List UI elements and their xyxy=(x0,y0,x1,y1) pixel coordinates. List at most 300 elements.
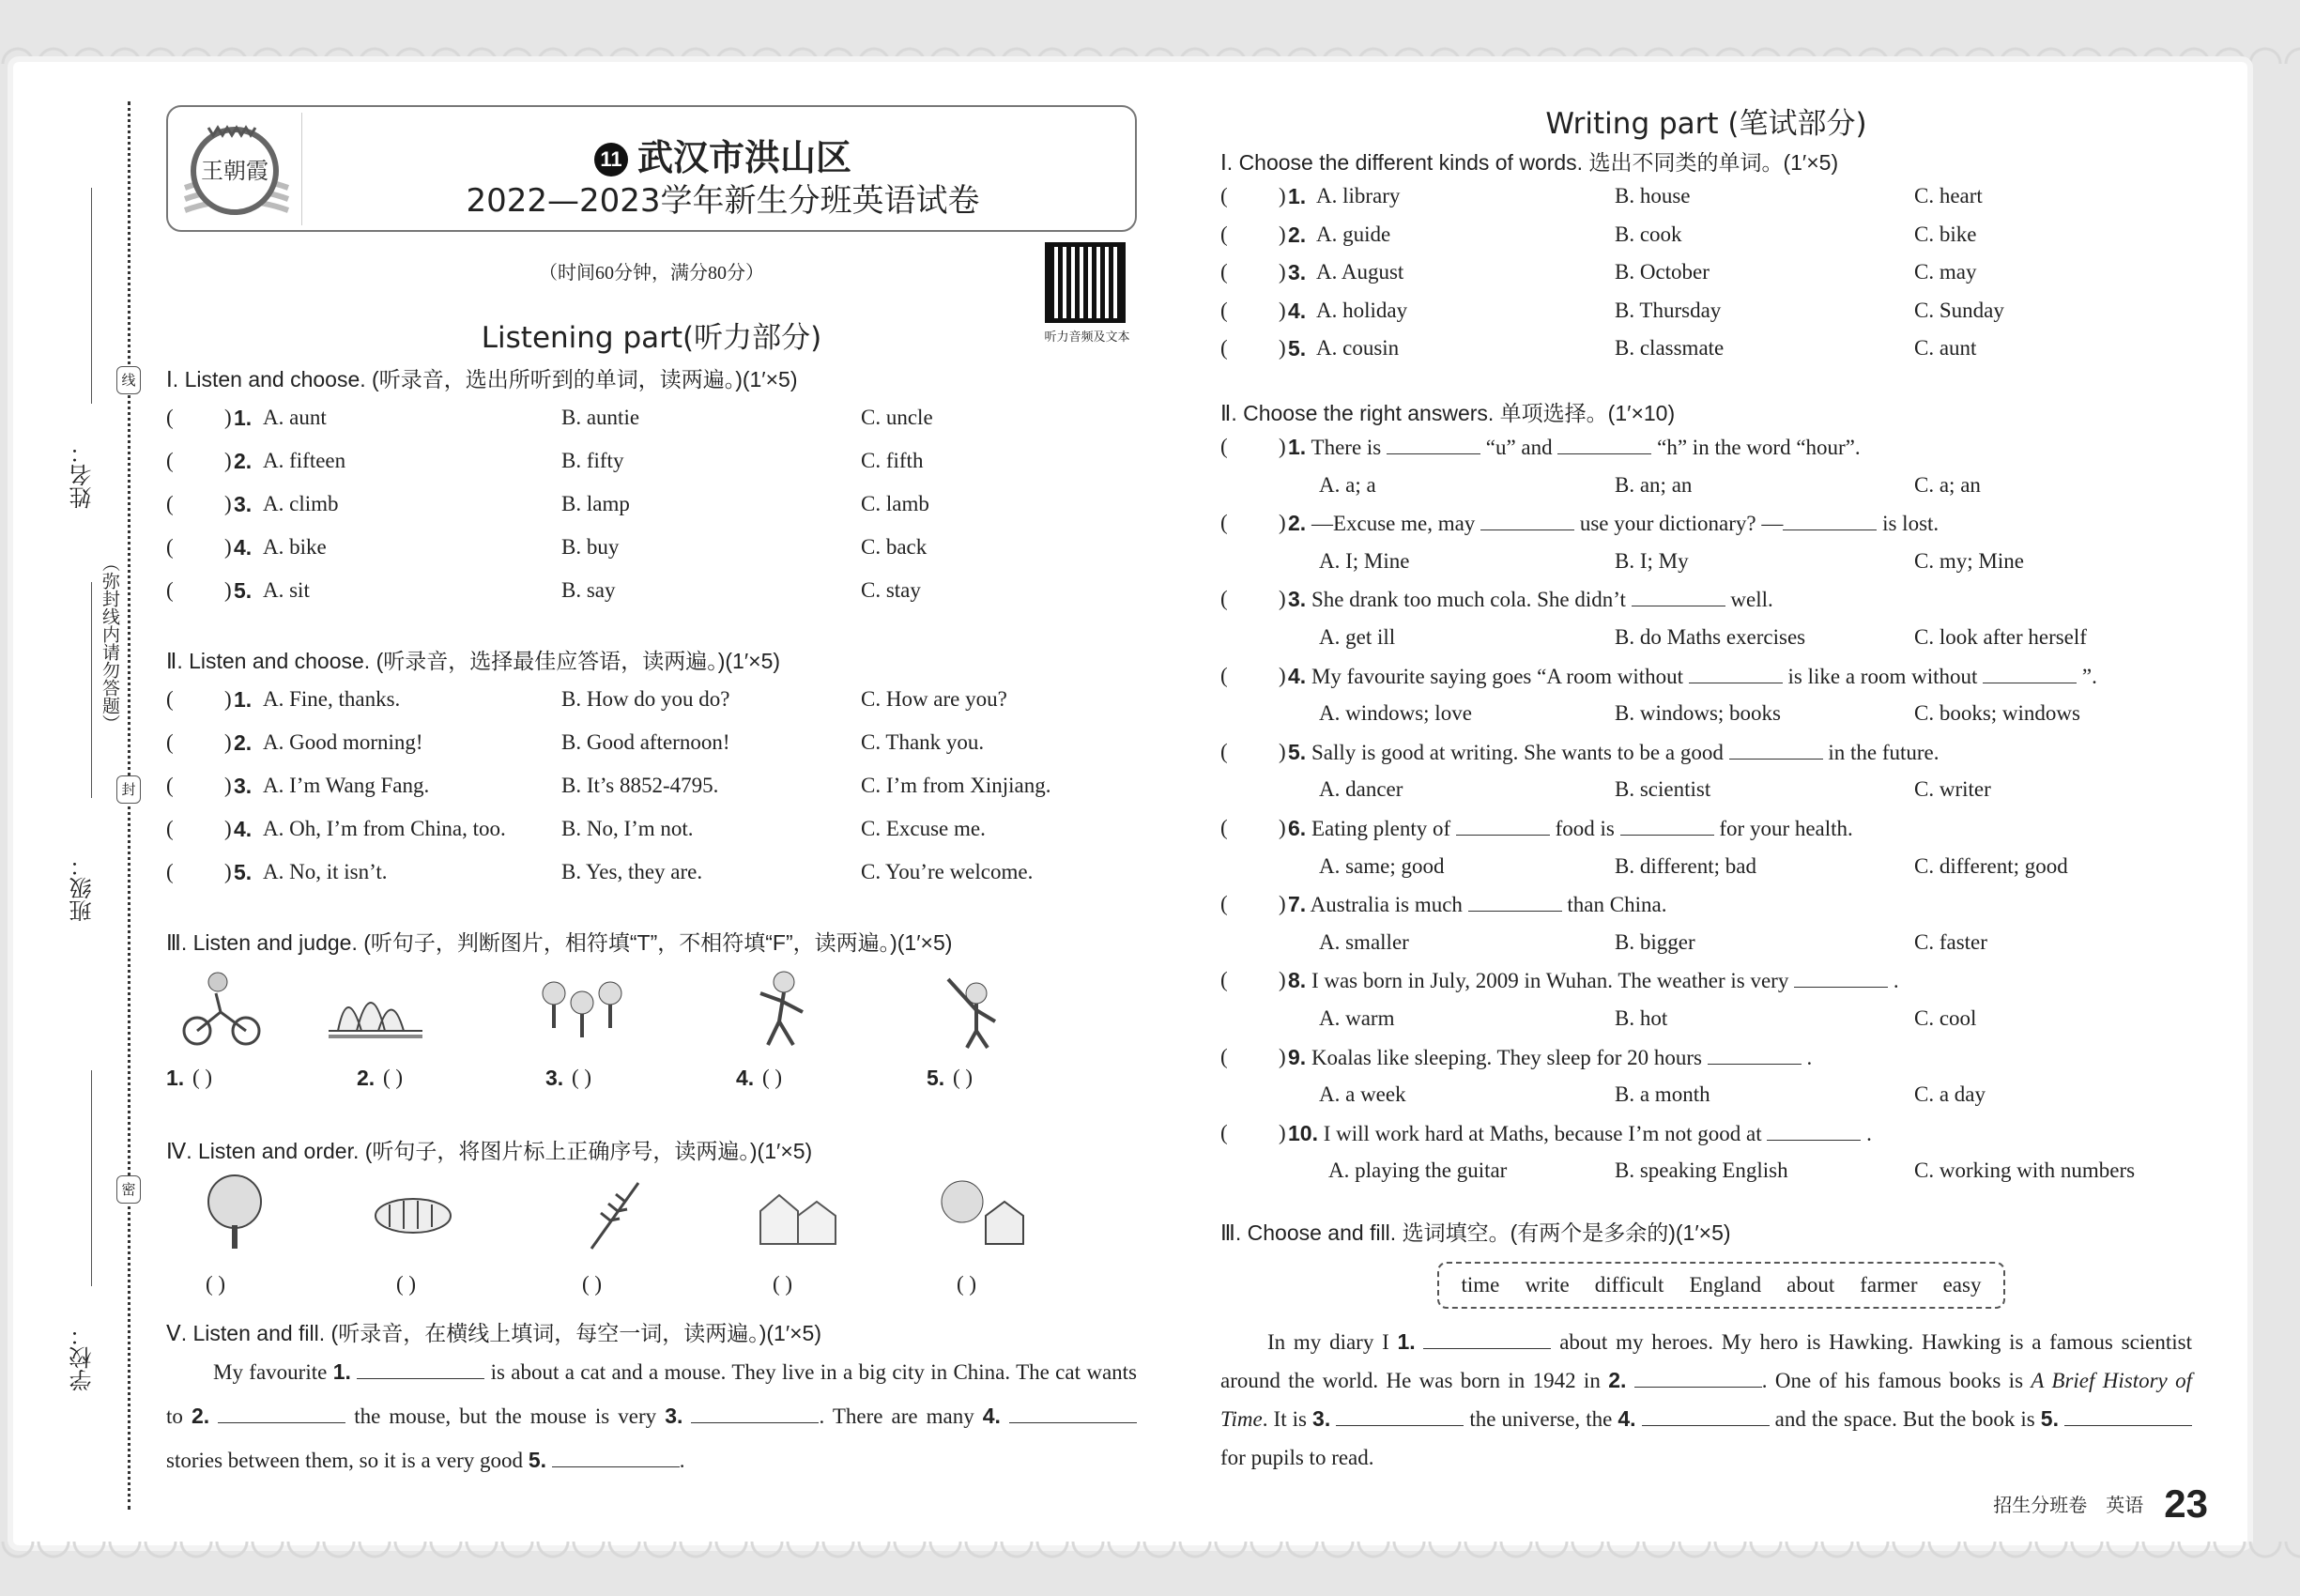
option-b: B. auntie xyxy=(561,406,640,429)
answer-paren-open[interactable]: ( xyxy=(166,687,174,711)
option-c: C. uncle xyxy=(861,406,933,429)
stem-text: . xyxy=(1806,1045,1813,1069)
name-line[interactable] xyxy=(91,188,92,404)
school-line[interactable] xyxy=(91,1070,92,1286)
stem-text: is like a room without xyxy=(1787,664,1984,688)
question-number: 5. xyxy=(234,860,253,884)
option-a: A. No, it isn’t. xyxy=(263,860,388,883)
option-c: C. heart xyxy=(1914,184,1983,207)
fill-blank xyxy=(1708,1046,1802,1065)
question-stem xyxy=(1288,740,1939,765)
answer-paren-open[interactable]: ( xyxy=(1220,435,1228,458)
question-stem xyxy=(1288,1121,1872,1146)
option-c: C. cool xyxy=(1914,1006,1977,1030)
option-b: B. How do you do? xyxy=(561,687,730,711)
option-c: C. back xyxy=(861,535,928,559)
wheat-picture xyxy=(563,1169,667,1253)
picture-number: 2. xyxy=(357,1066,376,1090)
fill-blank xyxy=(1689,665,1783,683)
option-a: A. holiday xyxy=(1316,298,1408,322)
answer-paren-open[interactable]: ( xyxy=(1220,336,1228,361)
question-number: 2. xyxy=(234,449,253,473)
fill-blank xyxy=(1767,1122,1861,1141)
seal-line xyxy=(128,101,130,1510)
stem-text: “h” in the word “hour”. xyxy=(1657,436,1861,459)
option-a: A. playing the guitar xyxy=(1328,1159,1508,1183)
question-row xyxy=(166,535,1142,563)
school-label: 学校： xyxy=(69,1324,96,1391)
picture-number: 3. xyxy=(545,1066,564,1090)
stem-text: Australia is much xyxy=(1310,893,1468,917)
option-a: A. a week xyxy=(1319,1082,1406,1107)
option-a: A. Oh, I’m from China, too. xyxy=(263,817,506,840)
passage-text: is about a cat and a mouse. They live in a big city in China. The cat wants to xyxy=(166,1360,1138,1428)
question-number: 2. xyxy=(1288,222,1307,247)
answer-paren-open[interactable]: ( xyxy=(166,730,174,754)
blank-number: 1. xyxy=(1397,1329,1416,1354)
word-bank-item: easy xyxy=(1942,1273,1982,1297)
question-stem xyxy=(1288,816,1853,841)
fill-blank[interactable] xyxy=(218,1404,345,1423)
answer-paren-close: ) xyxy=(1279,663,1286,687)
order-answer-parens[interactable]: ( ) xyxy=(206,1272,226,1296)
seal-mark-mid: 封 xyxy=(116,775,141,804)
option-b: B. It’s 8852-4795. xyxy=(561,774,719,797)
answer-paren-close: ) xyxy=(224,492,232,515)
option-b: B. cook xyxy=(1615,222,1682,246)
answer-paren-close: ) xyxy=(224,578,232,602)
answer-parens[interactable]: ( ) xyxy=(572,1066,592,1089)
stem-text: I will work hard at Maths, because I’m not good at xyxy=(1323,1121,1768,1145)
order-answer-parens[interactable]: ( ) xyxy=(396,1272,417,1296)
order-answer-parens[interactable]: ( ) xyxy=(957,1272,977,1296)
passage-text: about my heroes. My hero is Hawking. Hawking is a famous scientist around the world. He was born in 1942 in xyxy=(1220,1330,2193,1392)
question-number: 9. xyxy=(1288,1044,1307,1069)
answer-paren-open[interactable]: ( xyxy=(1220,1044,1228,1068)
word-bank-item: England xyxy=(1689,1273,1762,1297)
fill-blank xyxy=(1480,512,1574,530)
answer-paren-close: ) xyxy=(224,535,232,559)
answer-paren-open[interactable]: ( xyxy=(166,535,174,559)
option-c: C. a; an xyxy=(1914,472,1981,497)
word-bank-item: write xyxy=(1525,1273,1570,1297)
publisher-logo xyxy=(180,113,302,225)
passage-text: the universe, the xyxy=(1464,1407,1618,1431)
option-c: C. Sunday xyxy=(1914,298,2004,322)
writing-title: Writing part (笔试部分) xyxy=(1545,107,1867,141)
answer-paren-close: ) xyxy=(1279,816,1286,839)
person-waving-picture xyxy=(920,965,1023,1050)
option-b: B. bigger xyxy=(1615,929,1695,954)
question-row xyxy=(1220,223,2197,251)
option-b: B. No, I’m not. xyxy=(561,817,694,840)
question-number: 4. xyxy=(1288,298,1307,323)
boy-on-bicycle-picture xyxy=(169,965,272,1050)
question-row xyxy=(166,687,1142,715)
writing-s2-heading: Ⅱ. Choose the right answers. 单项选择。(1′×10) xyxy=(1220,401,1676,425)
answer-paren-close: ) xyxy=(224,730,232,754)
option-a: A. windows; love xyxy=(1319,701,1472,726)
fill-blank xyxy=(1387,436,1480,454)
fill-blank xyxy=(1468,893,1562,912)
option-a: A. Fine, thanks. xyxy=(263,687,401,711)
stem-text: Koalas like sleeping. They sleep for 20 hours xyxy=(1311,1045,1708,1069)
answer-paren-open[interactable]: ( xyxy=(1220,892,1228,916)
passage-text: . xyxy=(679,1449,685,1472)
answer-paren-close: ) xyxy=(1279,222,1286,246)
paper-edge-bottom xyxy=(0,1542,2300,1562)
fill-blank[interactable] xyxy=(1642,1407,1770,1426)
answer-paren-close: ) xyxy=(1279,587,1286,611)
question-number: 2. xyxy=(234,730,253,755)
page-number: 23 xyxy=(2164,1481,2208,1526)
option-a: A. cousin xyxy=(1316,336,1400,361)
picture-number: 4. xyxy=(736,1066,755,1090)
fill-blank[interactable] xyxy=(552,1449,680,1467)
answer-parens[interactable]: ( ) xyxy=(192,1066,213,1089)
fill-blank xyxy=(1557,436,1651,454)
listening-s5-passage xyxy=(166,1350,1137,1482)
exam-number-badge: 11 xyxy=(594,143,628,176)
option-c: C. Excuse me. xyxy=(861,817,986,840)
question-number: 5. xyxy=(234,578,253,603)
question-stem xyxy=(1288,587,1773,612)
question-number: 7. xyxy=(1288,892,1307,917)
blank-number: 3. xyxy=(1312,1406,1331,1431)
passage-text: for pupils to read. xyxy=(1220,1446,1374,1469)
answer-paren-open[interactable]: ( xyxy=(1220,968,1228,992)
option-a: A. get ill xyxy=(1319,625,1396,649)
option-b: B. do Maths exercises xyxy=(1615,625,1806,649)
option-b: B. Thursday xyxy=(1615,298,1722,322)
question-row xyxy=(1220,260,2197,288)
question-row xyxy=(166,449,1142,477)
sydney-opera-house-picture xyxy=(324,965,427,1050)
answer-paren-open[interactable]: ( xyxy=(1220,739,1228,763)
stem-text: ”. xyxy=(2081,664,2097,688)
question-row xyxy=(166,406,1142,434)
option-c: C. aunt xyxy=(1914,336,1977,361)
farm-scene-picture xyxy=(929,1169,1033,1253)
question-row xyxy=(1220,184,2197,212)
question-row xyxy=(166,730,1142,759)
question-number: 2. xyxy=(1288,511,1307,536)
answer-paren-open[interactable]: ( xyxy=(166,578,174,602)
fill-blank[interactable] xyxy=(357,1360,484,1379)
answer-paren-open[interactable]: ( xyxy=(1220,260,1228,284)
answer-paren-close: ) xyxy=(1279,1120,1286,1144)
question-number: 5. xyxy=(1288,336,1307,361)
option-c: C. You’re welcome. xyxy=(861,860,1034,883)
listening-s4-heading: Ⅳ. Listen and order. (听句子，将图片标上正确序号，读两遍。)(1′×5) xyxy=(166,1139,813,1163)
option-b: B. hot xyxy=(1615,1006,1668,1030)
option-c: C. lamb xyxy=(861,492,929,515)
answer-paren-open[interactable]: ( xyxy=(166,817,174,840)
stem-text: There is xyxy=(1311,436,1387,459)
writing-s3-passage xyxy=(1220,1323,2192,1477)
question-number: 6. xyxy=(1288,816,1307,840)
stem-text: I was born in July, 2009 in Wuhan. The weather is very xyxy=(1311,969,1795,993)
option-a: A. same; good xyxy=(1319,853,1445,878)
passage-text: My favourite xyxy=(213,1360,333,1384)
word-bank-item: about xyxy=(1786,1273,1835,1297)
option-b: B. different; bad xyxy=(1615,853,1756,878)
answer-parens[interactable]: ( ) xyxy=(762,1066,783,1089)
option-b: B. buy xyxy=(561,535,620,559)
option-b: B. lamp xyxy=(561,492,630,515)
option-c: C. may xyxy=(1914,260,1977,284)
stem-text: “u” and xyxy=(1485,436,1558,459)
question-row xyxy=(1220,336,2197,364)
fill-blank[interactable] xyxy=(1336,1407,1464,1426)
question-number: 3. xyxy=(1288,260,1307,285)
listening-s5-heading: Ⅴ. Listen and fill. (听录音，在横线上填词，每空一词，读两遍。)(1′×5) xyxy=(166,1321,822,1345)
answer-paren-close: ) xyxy=(1279,739,1286,763)
option-a: A. warm xyxy=(1319,1006,1395,1030)
option-b: B. fifty xyxy=(561,449,624,472)
person-walking-picture xyxy=(732,965,836,1050)
answer-paren-open[interactable]: ( xyxy=(166,860,174,883)
option-c: C. Thank you. xyxy=(861,730,985,754)
answer-paren-close: ) xyxy=(1279,336,1286,361)
question-stem xyxy=(1288,968,1899,993)
option-b: B. Good afternoon! xyxy=(561,730,730,754)
answer-paren-close: ) xyxy=(1279,511,1286,535)
option-c: C. a day xyxy=(1914,1082,1986,1107)
question-number: 4. xyxy=(234,535,253,560)
option-c: C. look after herself xyxy=(1914,625,2087,649)
option-a: A. climb xyxy=(263,492,339,515)
question-number: 10. xyxy=(1288,1120,1318,1145)
village-houses-picture xyxy=(746,1169,850,1253)
option-c: C. bike xyxy=(1914,222,1977,246)
option-c: C. writer xyxy=(1914,777,1991,802)
question-number: 8. xyxy=(1288,968,1307,993)
option-a: A. dancer xyxy=(1319,777,1403,802)
stem-text: She drank too much cola. She didn’t xyxy=(1311,588,1632,612)
option-b: B. I; My xyxy=(1615,548,1689,573)
order-answer-parens[interactable]: ( ) xyxy=(582,1272,603,1296)
option-c: C. stay xyxy=(861,578,921,602)
option-b: B. house xyxy=(1615,184,1691,207)
question-row xyxy=(166,492,1142,520)
stem-text: in the future. xyxy=(1828,740,1940,764)
stem-text: My favourite saying goes “A room without xyxy=(1311,664,1689,688)
answer-paren-close: ) xyxy=(224,860,232,883)
answer-paren-open[interactable]: ( xyxy=(1220,816,1228,839)
question-row xyxy=(1220,299,2197,327)
blank-number: 3. xyxy=(665,1404,683,1428)
answer-paren-open[interactable]: ( xyxy=(1220,1120,1228,1144)
question-number: 3. xyxy=(1288,587,1307,612)
option-b: B. say xyxy=(561,578,616,602)
option-a: A. I’m Wang Fang. xyxy=(263,774,430,797)
answer-paren-close: ) xyxy=(224,406,232,429)
answer-paren-open[interactable]: ( xyxy=(166,774,174,797)
blank-number: 5. xyxy=(2040,1406,2059,1431)
answer-paren-open[interactable]: ( xyxy=(1220,184,1228,207)
name-label: 姓名： xyxy=(69,441,96,509)
answer-paren-close: ) xyxy=(224,449,232,472)
exam-time-score: （时间60分钟，满分80分） xyxy=(539,263,764,284)
answer-paren-open[interactable]: ( xyxy=(1220,298,1228,322)
answer-paren-close: ) xyxy=(1279,1044,1286,1068)
option-b: B. windows; books xyxy=(1615,701,1781,726)
option-c: C. faster xyxy=(1914,929,1987,954)
class-label: 班级： xyxy=(69,854,96,922)
fill-blank[interactable] xyxy=(1634,1369,1762,1388)
passage-text: . One of his famous books is xyxy=(1761,1369,2032,1392)
question-number: 5. xyxy=(1288,739,1307,764)
passage-text: . There are many xyxy=(819,1404,983,1428)
picture-number: 1. xyxy=(166,1066,185,1090)
fill-blank[interactable] xyxy=(1009,1404,1137,1423)
stem-text: . xyxy=(1866,1121,1872,1145)
fill-blank xyxy=(1620,817,1714,836)
option-a: A. smaller xyxy=(1319,929,1409,954)
blank-number: 2. xyxy=(1608,1368,1627,1392)
stem-text: Eating plenty of xyxy=(1311,817,1456,840)
question-row xyxy=(166,860,1142,888)
question-stem xyxy=(1288,664,2097,689)
fill-blank xyxy=(1632,588,1725,606)
blank-number: 2. xyxy=(191,1404,210,1428)
question-row xyxy=(166,774,1142,802)
fill-blank[interactable] xyxy=(2064,1407,2192,1426)
stem-text: —Excuse me, may xyxy=(1311,512,1481,536)
fill-blank xyxy=(1456,817,1550,836)
answer-paren-close: ) xyxy=(224,687,232,711)
word-bank-item: difficult xyxy=(1594,1273,1664,1297)
footer-label: 招生分班卷 英语 xyxy=(1993,1496,2144,1516)
question-stem xyxy=(1288,511,1939,536)
option-a: A. fifteen xyxy=(263,449,346,472)
district-text: 武汉市洪山区 xyxy=(636,137,851,178)
blank-number: 5. xyxy=(528,1448,546,1472)
passage-text: the mouse, but the mouse is very xyxy=(345,1404,666,1428)
option-b: B. Yes, they are. xyxy=(561,860,703,883)
option-b: B. October xyxy=(1615,260,1710,284)
word-bank-item: farmer xyxy=(1860,1273,1918,1297)
option-a: A. a; a xyxy=(1319,472,1376,497)
option-a: A. bike xyxy=(263,535,327,559)
answer-paren-open[interactable]: ( xyxy=(166,492,174,515)
stem-text: is lost. xyxy=(1882,512,1940,536)
stem-text: use your dictionary? — xyxy=(1579,512,1784,536)
option-c: C. How are you? xyxy=(861,687,1007,711)
order-answer-parens[interactable]: ( ) xyxy=(773,1272,793,1296)
passage-text: and the space. But the book is xyxy=(1769,1407,2041,1431)
fill-blank xyxy=(1729,741,1823,760)
option-c: C. I’m from Xinjiang. xyxy=(861,774,1051,797)
fill-blank[interactable] xyxy=(1423,1330,1551,1349)
stem-text: food is xyxy=(1555,817,1620,840)
word-bank xyxy=(1437,1262,2005,1309)
blank-number: 4. xyxy=(1618,1406,1636,1431)
answer-paren-open[interactable]: ( xyxy=(1220,663,1228,687)
passage-text: . It is xyxy=(1262,1407,1313,1431)
question-number: 4. xyxy=(1288,663,1307,688)
question-row xyxy=(166,578,1142,606)
option-b: B. a month xyxy=(1615,1082,1710,1107)
passage-text: In my diary I xyxy=(1267,1330,1398,1354)
option-b: B. an; an xyxy=(1615,472,1693,497)
option-b: B. scientist xyxy=(1615,777,1711,802)
answer-paren-open[interactable]: ( xyxy=(1220,222,1228,246)
fill-blank xyxy=(1783,512,1877,530)
answer-parens[interactable]: ( ) xyxy=(953,1066,974,1089)
question-stem xyxy=(1288,1045,1812,1070)
question-number: 1. xyxy=(234,687,253,712)
qr-caption: 听力音频及文本 xyxy=(1044,330,1130,344)
writing-s1-heading: Ⅰ. Choose the different kinds of words. 选出不同类的单词。(1′×5) xyxy=(1220,150,1839,175)
option-a: A. Good morning! xyxy=(263,730,423,754)
question-stem xyxy=(1288,892,1666,917)
blank-number: 4. xyxy=(982,1404,1001,1428)
tree-picture xyxy=(183,1169,286,1253)
option-c: C. different; good xyxy=(1914,853,2068,878)
exam-district xyxy=(310,129,1136,180)
stem-text: than China. xyxy=(1567,893,1667,917)
answer-paren-close: ) xyxy=(1279,435,1286,458)
answer-paren-close: ) xyxy=(1279,260,1286,284)
svg-text:王朝霞: 王朝霞 xyxy=(201,158,268,184)
listening-s3-heading: Ⅲ. Listen and judge. (听句子，判断图片，相符填“T”，不相符填“F”，读两遍。)(1′×5) xyxy=(166,930,953,955)
class-line[interactable] xyxy=(91,582,92,798)
answer-paren-close: ) xyxy=(1279,184,1286,207)
blank-number: 1. xyxy=(332,1359,351,1384)
answer-parens[interactable]: ( ) xyxy=(383,1066,404,1089)
page-footer xyxy=(1993,1481,2208,1527)
seal-mark-bottom: 密 xyxy=(116,1175,141,1204)
answer-paren-open[interactable]: ( xyxy=(166,406,174,429)
writing-s3-heading: Ⅲ. Choose and fill. 选词填空。(有两个是多余的)(1′×5) xyxy=(1220,1220,1731,1245)
qr-code-icon[interactable] xyxy=(1045,242,1126,323)
listening-s1-heading: Ⅰ. Listen and choose. (听录音，选出所听到的单词，读两遍。)(1′×5) xyxy=(166,367,798,391)
question-number: 4. xyxy=(234,817,253,841)
stem-text: for your health. xyxy=(1719,817,1853,840)
fill-blank xyxy=(1983,665,2077,683)
option-b: B. speaking English xyxy=(1615,1159,1788,1183)
tiger-picture xyxy=(361,1169,465,1253)
option-b: B. classmate xyxy=(1615,336,1725,361)
listening-s2-heading: Ⅱ. Listen and choose. (听录音，选择最佳应答语，读两遍。)(1′×5) xyxy=(166,649,781,673)
fill-blank xyxy=(1794,969,1888,988)
option-a: A. guide xyxy=(1316,222,1391,246)
question-number: 1. xyxy=(1288,435,1307,459)
word-bank-item: time xyxy=(1461,1273,1500,1297)
children-playing-picture xyxy=(530,965,634,1050)
option-c: C. books; windows xyxy=(1914,701,2080,726)
stem-text: well. xyxy=(1730,588,1773,612)
question-stem xyxy=(1288,435,1861,460)
seal-notice: （弥封线内请勿答题） xyxy=(100,554,120,732)
stem-text: Sally is good at writing. She wants to be a good xyxy=(1311,740,1729,764)
answer-paren-close: ) xyxy=(224,817,232,840)
question-number: 1. xyxy=(1288,184,1307,208)
option-c: C. working with numbers xyxy=(1914,1159,2136,1183)
answer-paren-open[interactable]: ( xyxy=(1220,587,1228,611)
option-a: A. library xyxy=(1316,184,1401,207)
option-a: A. August xyxy=(1316,260,1404,284)
fill-blank[interactable] xyxy=(691,1404,819,1423)
seal-mark-top: 线 xyxy=(116,366,141,394)
listening-title: Listening part(听力部分) xyxy=(481,321,822,355)
answer-paren-open[interactable]: ( xyxy=(1220,511,1228,535)
answer-paren-open[interactable]: ( xyxy=(166,449,174,472)
exam-title: 2022—2023学年新生分班英语试卷 xyxy=(466,182,980,220)
option-a: A. sit xyxy=(263,578,310,602)
